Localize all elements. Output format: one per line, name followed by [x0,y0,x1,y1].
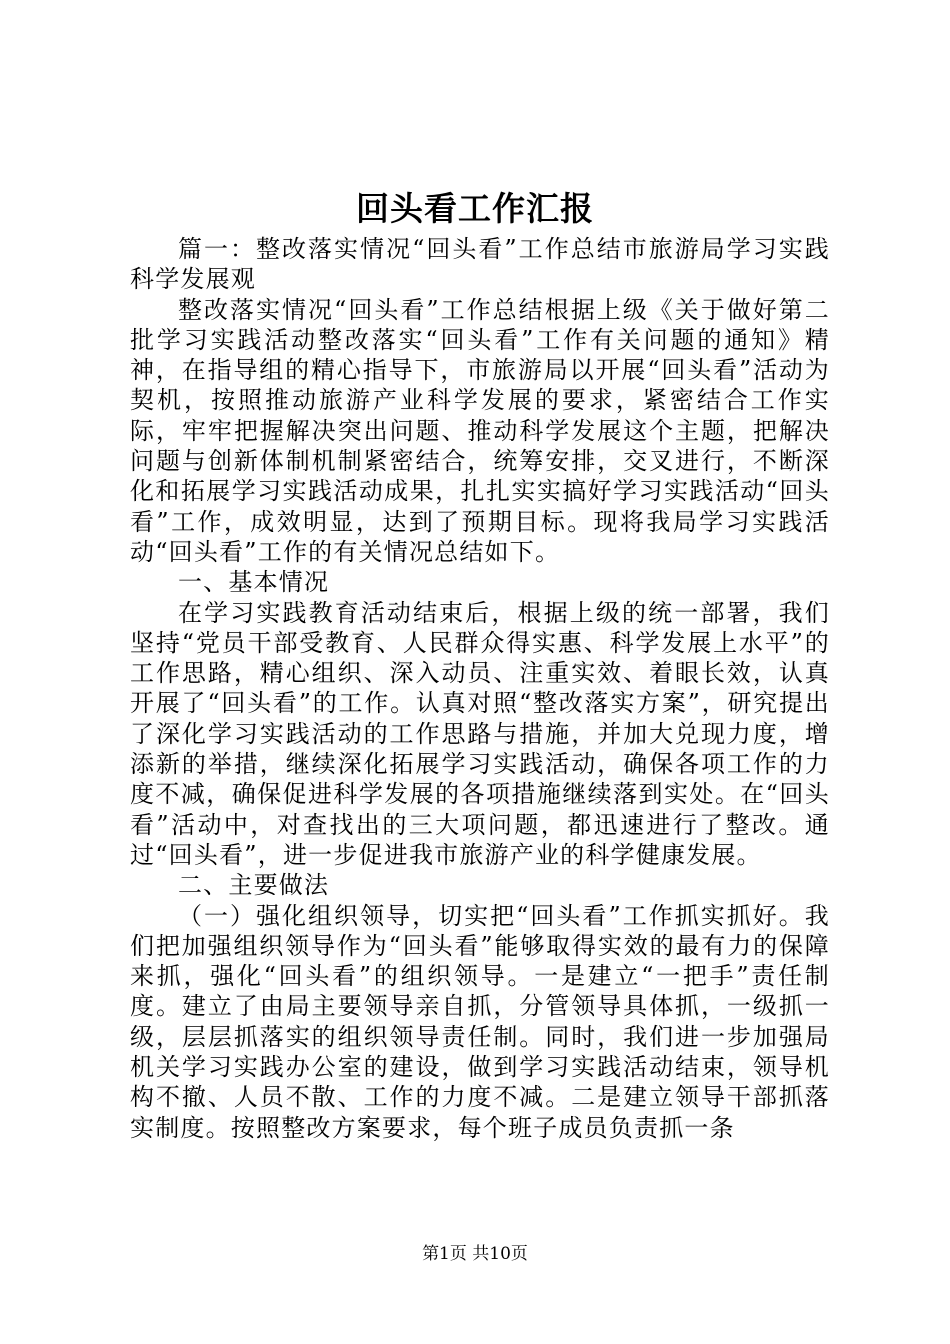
paragraph-main-practices: （一）强化组织领导，切实把“回头看”工作抓实抓好。我们把加强组织领导作为“回头看”能够取得实效的最有力的保障来抓，强化“回头看”的组织领导。一是建立“一把手”责任制度。建立了由局主要领导亲自抓，分管领导具体抓，一级抓一级，层层抓落实的组织领导责任制。同时，我们进一步加强局机关学习实践办公室的建设，做到学习实践活动结束，领导机构不撤、人员不散、工作的力度不减。二是建立领导干部抓落实制度。按照整改方案要求，每个班子成员负责抓一条 [130,901,830,1142]
document-title: 回头看工作汇报 [356,189,594,228]
section-heading-main-practices: 二、主要做法 [178,871,330,900]
section-heading-basic-situation: 一、基本情况 [178,568,330,597]
paragraph-basic-situation: 在学习实践教育活动结束后，根据上级的统一部署，我们坚持“党员干部受教育、人民群众得实惠、科学发展上水平”的工作思路，精心组织、深入动员、注重实效、着眼长效，认真开展了“回头看”的工作。认真对照“整改落实方案”，研究提出了深化学习实践活动的工作思路与措施，并加大兑现力度，增添新的举措，继续深化拓展学习实践活动，确保各项工作的力度不减，确保促进科学发展的各项措施继续落到实处。在“回头看”活动中，对查找出的三大项问题，都迅速进行了整改。通过“回头看”，进一步促进我市旅游产业的科学健康发展。 [130,598,830,869]
paragraph-intro: 整改落实情况“回头看”工作总结根据上级《关于做好第二批学习实践活动整改落实“回头看”工作有关问题的通知》精神，在指导组的精心指导下，市旅游局以开展“回头看”活动为契机，按照推动旅游产业科学发展的要求，紧密结合工作实际，牢牢把握解决突出问题、推动科学发展这个主题，把解决问题与创新体制机制紧密结合，统筹安排，交叉进行，不断深化和拓展学习实践活动成果，扎扎实实搞好学习实践活动“回头看”工作，成效明显，达到了预期目标。现将我局学习实践活动“回头看”工作的有关情况总结如下。 [130,295,830,566]
page-footer: 第1页 共10页 [422,1244,528,1264]
document-body [130,234,830,1143]
paragraph-subtitle: 篇一：整改落实情况“回头看”工作总结市旅游局学习实践科学发展观 [130,235,830,294]
